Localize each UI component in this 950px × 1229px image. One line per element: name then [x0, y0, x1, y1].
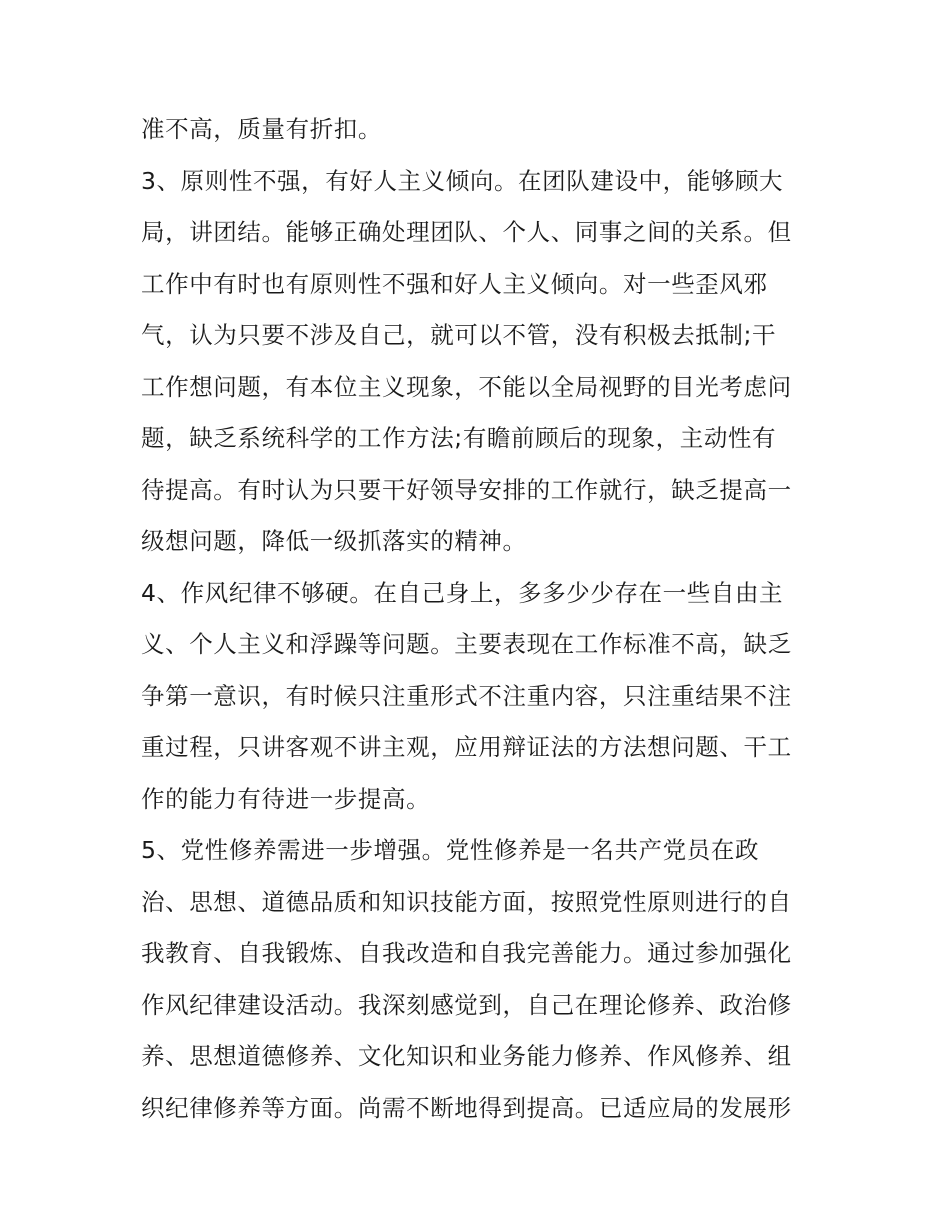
text-line: 题，缺乏系统科学的工作方法;有瞻前顾后的现象，主动性有 — [141, 424, 777, 452]
text-line: 工作中有时也有原则性不强和好人主义倾向。对一些歪风邪 — [141, 269, 768, 298]
text-line: 作的能力有待进一步提高。 — [141, 784, 431, 813]
text-line: 治、思想、道德品质和知识技能方面，按照党性原则进行的自 — [141, 887, 792, 916]
text-line: 4、作风纪律不够硬。在自己身上，多多少少存在一些自由主 — [141, 578, 784, 607]
document-body — [141, 104, 821, 1134]
text-line: 工作想问题，有本位主义现象，不能以全局视野的目光考虑问 — [141, 372, 792, 401]
text-line: 气，认为只要不涉及自己，就可以不管，没有积极去抵制;干 — [141, 321, 777, 349]
text-line: 争第一意识，有时候只注重形式不注重内容，只注重结果不注 — [141, 681, 792, 710]
text-line: 作风纪律建设活动。我深刻感觉到，自己在理论修养、政治修 — [141, 990, 792, 1019]
text-line: 3、原则性不强，有好人主义倾向。在团队建设中，能够顾大 — [141, 166, 784, 195]
text-line: 养、思想道德修养、文化知识和业务能力修养、作风修养、组 — [141, 1042, 792, 1070]
text-line: 义、个人主义和浮躁等问题。主要表现在工作标准不高，缺乏 — [141, 630, 792, 658]
text-line: 织纪律修养等方面。尚需不断地得到提高。已适应局的发展形 — [141, 1093, 792, 1122]
text-line: 重过程，只讲客观不讲主观，应用辩证法的方法想问题、干工 — [141, 733, 792, 761]
text-line: 5、党性修养需进一步增强。党性修养是一名共产党员在政 — [141, 836, 760, 864]
text-line: 待提高。有时认为只要干好领导安排的工作就行，缺乏提高一 — [141, 475, 792, 504]
text-line: 我教育、自我锻炼、自我改造和自我完善能力。通过参加强化 — [141, 939, 792, 967]
text-line: 级想问题，降低一级抓落实的精神。 — [141, 527, 527, 555]
text-line: 准不高，质量有折扣。 — [141, 115, 382, 143]
text-line: 局，讲团结。能够正确处理团队、个人、同事之间的关系。但 — [141, 218, 792, 246]
